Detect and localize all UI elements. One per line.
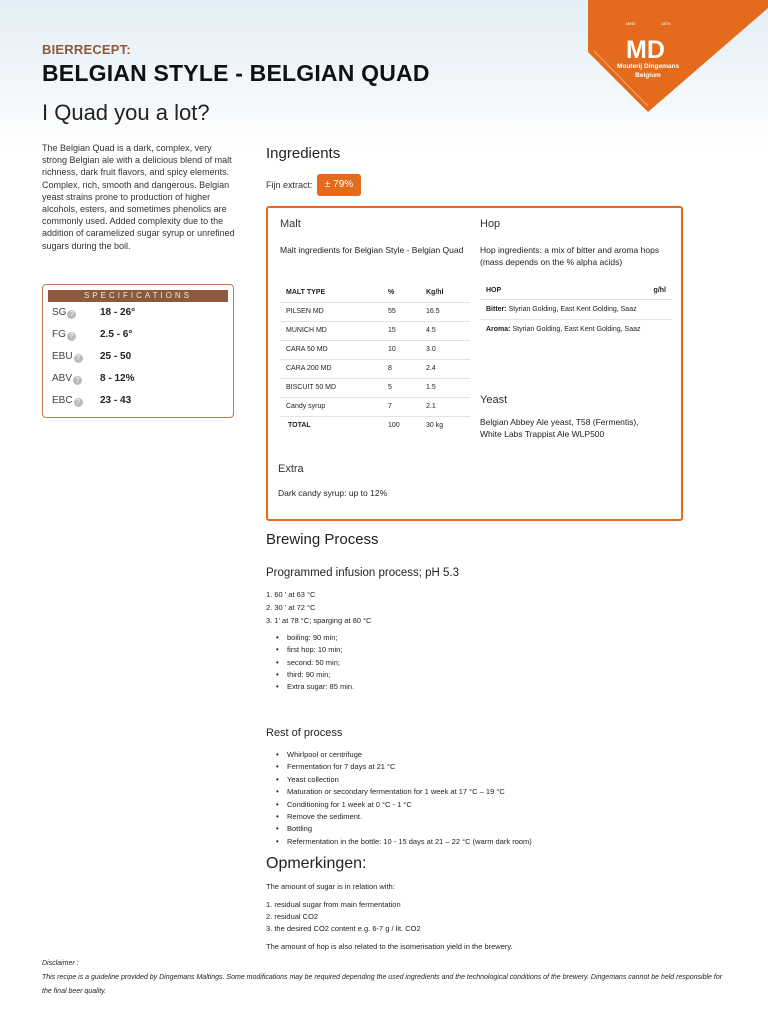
list-item: • Refermentation in the bottle: 10 - 15 days at 21 – 22 °C (warm dark room)	[276, 836, 532, 848]
list-item: 2. 30 ' at 72 °C	[266, 603, 316, 612]
malt-percent-cell: 5	[382, 378, 420, 397]
table-row	[280, 321, 470, 340]
list-item: 3. the desired CO2 content e.g. 6-7 g / lit. CO2	[266, 924, 421, 933]
list-item: • Extra sugar: 85 min.	[276, 681, 354, 693]
table-row	[280, 397, 470, 416]
malt-percent-cell: 10	[382, 340, 420, 359]
malt-type-cell: BISCUIT 50 MD	[280, 378, 382, 397]
hop-heading: Hop	[480, 218, 501, 230]
list-item: • second: 50 min;	[276, 657, 354, 669]
table-row	[280, 359, 470, 378]
malt-type-cell: MUNICH MD	[280, 321, 382, 340]
remarks-body	[266, 881, 513, 953]
spec-label: EBC	[52, 395, 73, 406]
malt-percent-cell: 7	[382, 397, 420, 416]
hop-label: Bitter:	[486, 305, 507, 313]
disclaimer	[42, 957, 732, 999]
table-header: Kg/hl	[426, 288, 444, 296]
spec-row-abv	[52, 373, 228, 389]
list-item: 3. 1' at 78 °C; sparging at 80 °C	[266, 616, 372, 625]
table-row	[280, 378, 470, 397]
logo-year-right: 1879	[661, 21, 670, 26]
list-item: • Bottling	[276, 823, 532, 835]
spec-row-ebu	[52, 351, 228, 367]
table-header: g/hl	[653, 287, 666, 295]
info-icon[interactable]: ?	[74, 398, 83, 407]
infusion-steps	[266, 588, 371, 627]
spec-value: 8 - 12%	[100, 373, 135, 384]
table-header-row	[480, 283, 672, 299]
malt-description: Malt ingredients for Belgian Style - Belgian Quad	[280, 245, 464, 255]
list-item: • Remove the sediment.	[276, 811, 532, 823]
spec-value: 2.5 - 6°	[100, 329, 133, 340]
spec-value: 23 - 43	[100, 395, 132, 406]
spec-label: EBU	[52, 351, 73, 362]
malt-percent-cell: 15	[382, 321, 420, 340]
spec-label: ABV	[52, 373, 73, 384]
hop-description: Hop ingredients: a mix of bitter and aroma hops (mass depends on the % alpha acids)	[480, 245, 660, 267]
specifications-header: SPECIFICATIONS	[48, 290, 228, 302]
list-item: • Conditioning for 1 week at 0 °C - 1 °C	[276, 799, 532, 811]
table-header: HOP	[486, 287, 502, 295]
malt-kg-cell: 2.4	[420, 359, 470, 378]
list-item: 1. residual sugar from main fermentation	[266, 900, 401, 909]
malt-percent-cell: 55	[382, 302, 420, 321]
logo-line2: Belgium	[635, 72, 661, 79]
logo-monogram: MD	[626, 36, 665, 64]
logo-year-left: MMD	[626, 21, 636, 26]
remarks-outro: The amount of hop is also related to the isomerisation yield in the brewery.	[266, 942, 513, 951]
list-item: • Whirlpool or centrifuge	[276, 749, 532, 761]
disclaimer-title: Disclaimer :	[42, 960, 79, 967]
malt-kg-cell: 16.5	[420, 302, 470, 321]
malt-type-cell: PILSEN MD	[280, 302, 382, 321]
recipe-kicker: BIERRECEPT:	[42, 42, 131, 57]
table-row	[480, 319, 672, 339]
remarks-intro: The amount of sugar is in relation with:	[266, 882, 395, 891]
specifications-box	[42, 284, 234, 418]
table-header: %	[388, 288, 395, 296]
table-header-row	[280, 283, 470, 302]
ingredients-box	[266, 206, 683, 521]
rest-list	[276, 749, 532, 848]
info-icon[interactable]: ?	[73, 376, 82, 385]
table-row	[280, 302, 470, 321]
extra-heading: Extra	[278, 463, 304, 475]
dingemans-logo	[528, 0, 768, 115]
hop-text: Styrian Golding, East Kent Golding, Saaz	[510, 325, 641, 333]
list-item: • Maturation or secondary fermentation for 1 week at 17 °C – 19 °C	[276, 786, 532, 798]
hop-table	[480, 283, 672, 339]
disclaimer-text: This recipe is a guideline provided by Dingemans Maltings. Some modifications may be required depending the used ingredients and the technological conditions of the brewery. Dingemans cannot be held responsible for the final beer quality.	[42, 974, 723, 995]
yeast-text: Belgian Abbey Ale yeast, T58 (Fermentis), White Labs Trappist Ale WLP500	[480, 417, 639, 439]
remarks-heading: Opmerkingen:	[266, 855, 367, 872]
malt-heading: Malt	[280, 218, 301, 230]
table-row	[480, 299, 672, 319]
spec-row-fg	[52, 329, 228, 345]
malt-kg-cell: 1.5	[420, 378, 470, 397]
page-subtitle: I Quad you a lot?	[42, 100, 210, 125]
malt-percent-cell: 100	[382, 416, 420, 435]
malt-kg-cell: 4.5	[420, 321, 470, 340]
extra-text: Dark candy syrup: up to 12%	[278, 488, 388, 498]
intro-text: The Belgian Quad is a dark, complex, very strong Belgian ale with a delicious blend of malt richness, dark fruit flavors, and spicy elements. Complex, rich, smooth and dangerous. Belgian yeast strains prone to production of higher alcohols, esters, and sometimes phenolics are commonly used. Added complexity due to the addition of caramelized sugar syrup or unrefined sugars during the boil.	[42, 143, 235, 251]
list-item: • Fermentation for 7 days at 21 °C	[276, 761, 532, 773]
info-icon[interactable]: ?	[67, 310, 76, 319]
malt-kg-cell: 3.0	[420, 340, 470, 359]
table-row-total	[280, 416, 470, 435]
rest-heading: Rest of process	[266, 727, 343, 739]
logo-line1: Mouterij Dingemans	[616, 63, 680, 70]
ingredients-heading: Ingredients	[266, 145, 341, 162]
table-header: MALT TYPE	[286, 288, 326, 296]
list-item: 2. residual CO2	[266, 912, 319, 921]
page-title: BELGIAN STYLE - BELGIAN QUAD	[42, 60, 430, 86]
spec-row-ebc	[52, 395, 228, 411]
malt-kg-cell: 2.1	[420, 397, 470, 416]
malt-kg-cell: 30 kg	[420, 416, 470, 435]
list-item: • boiling: 90 min;	[276, 632, 354, 644]
spec-row-sg	[52, 307, 228, 323]
boil-list	[276, 632, 354, 693]
malt-percent-cell: 8	[382, 359, 420, 378]
table-row	[280, 340, 470, 359]
list-item: 1. 60 ' at 63 °C	[266, 590, 316, 599]
extract-badge: ± 79%	[317, 174, 361, 196]
extract-label: Fijn extract:	[266, 180, 313, 190]
hop-label: Aroma:	[486, 325, 511, 333]
spec-value: 25 - 50	[100, 351, 132, 362]
spec-label: FG	[52, 329, 66, 340]
malt-table	[280, 283, 470, 435]
malt-type-cell: TOTAL	[280, 416, 382, 435]
list-item: • first hop: 10 min;	[276, 644, 354, 656]
info-icon[interactable]: ?	[67, 332, 76, 341]
malt-type-cell: CARA 50 MD	[280, 340, 382, 359]
info-icon[interactable]: ?	[74, 354, 83, 363]
list-item: • third: 90 min;	[276, 669, 354, 681]
malt-type-cell: Candy syrup	[280, 397, 382, 416]
hop-text: Styrian Golding, East Kent Golding, Saaz	[506, 305, 637, 313]
brewing-heading: Brewing Process	[266, 531, 379, 548]
yeast-heading: Yeast	[480, 394, 508, 406]
infusion-heading: Programmed infusion process; pH 5.3	[266, 567, 460, 579]
list-item: • Yeast collection	[276, 774, 532, 786]
spec-label: SG	[52, 307, 67, 318]
spec-value: 18 - 26°	[100, 307, 136, 318]
malt-type-cell: CARA 200 MD	[280, 359, 382, 378]
